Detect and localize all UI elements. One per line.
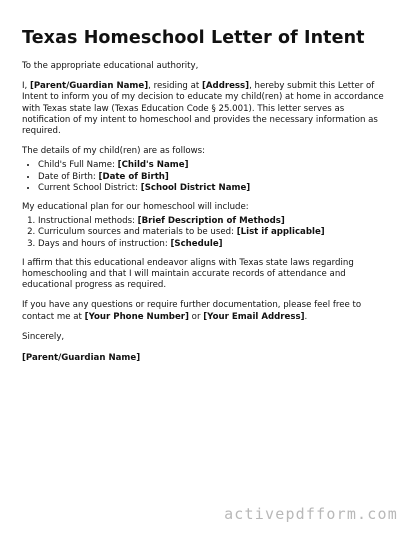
details-lead: The details of my child(ren) are as follows: bbox=[22, 146, 206, 157]
list-item bbox=[38, 183, 394, 194]
page-title: Texas Homeschool Letter of Intent bbox=[22, 28, 365, 48]
plan-list bbox=[22, 216, 394, 250]
signature-line bbox=[22, 353, 394, 364]
watermark: activepdfform.com bbox=[224, 505, 398, 523]
contact-text-3: . bbox=[304, 311, 308, 322]
plan-lead: My educational plan for our homeschool will include: bbox=[22, 202, 249, 213]
letter-body bbox=[22, 61, 394, 373]
child-name-placeholder: [Child's Name] bbox=[117, 160, 189, 171]
schedule-placeholder: [Schedule] bbox=[170, 238, 223, 249]
salutation: To the appropriate educational authority, bbox=[22, 61, 199, 71]
signature-placeholder: [Parent/Guardian Name] bbox=[22, 353, 141, 364]
contact-text-2: or bbox=[188, 311, 204, 322]
closing: Sincerely, bbox=[22, 331, 65, 342]
list-item bbox=[38, 216, 394, 227]
phone-placeholder: [Your Phone Number] bbox=[84, 311, 189, 322]
intro-text-2: , residing at bbox=[148, 81, 202, 92]
intro-text-3: , hereby submit this Letter of Intent to inform you of my decision to educate my child(ren) at home in accordance with Texas state law (Texas Education Code § 25.001). This letter serves as notification of my intent to homeschool and provides the necessary information as required. bbox=[22, 81, 384, 137]
list-item bbox=[38, 160, 394, 171]
list-item bbox=[38, 239, 394, 250]
intro-text-1: I, bbox=[22, 81, 30, 92]
item-label: Current School District: bbox=[38, 182, 141, 193]
child-details-list bbox=[22, 160, 394, 194]
contact-text-1: If you have any questions or require further documentation, please feel free to contact me at bbox=[22, 300, 362, 322]
item-label: Days and hours of instruction: bbox=[38, 238, 171, 249]
dob-placeholder: [Date of Birth] bbox=[98, 171, 169, 182]
contact-paragraph bbox=[22, 300, 394, 322]
school-district-placeholder: [School District Name] bbox=[140, 182, 251, 193]
item-label: Instructional methods: bbox=[38, 216, 138, 227]
item-label: Child's Full Name: bbox=[38, 160, 118, 171]
list-item bbox=[38, 227, 394, 238]
email-placeholder: [Your Email Address] bbox=[203, 311, 305, 322]
list-item bbox=[38, 172, 394, 183]
item-label: Curriculum sources and materials to be used: bbox=[38, 227, 237, 238]
item-label: Date of Birth: bbox=[38, 171, 99, 182]
parent-name-placeholder: [Parent/Guardian Name] bbox=[30, 81, 149, 92]
intro-paragraph bbox=[22, 81, 394, 137]
affirm-paragraph: I affirm that this educational endeavor aligns with Texas state laws regarding homeschooling and that I will maintain accurate records of attendance and educational progress as required. bbox=[22, 257, 354, 291]
methods-placeholder: [Brief Description of Methods] bbox=[137, 216, 285, 227]
address-placeholder: [Address] bbox=[201, 81, 250, 92]
curriculum-placeholder: [List if applicable] bbox=[236, 227, 325, 238]
